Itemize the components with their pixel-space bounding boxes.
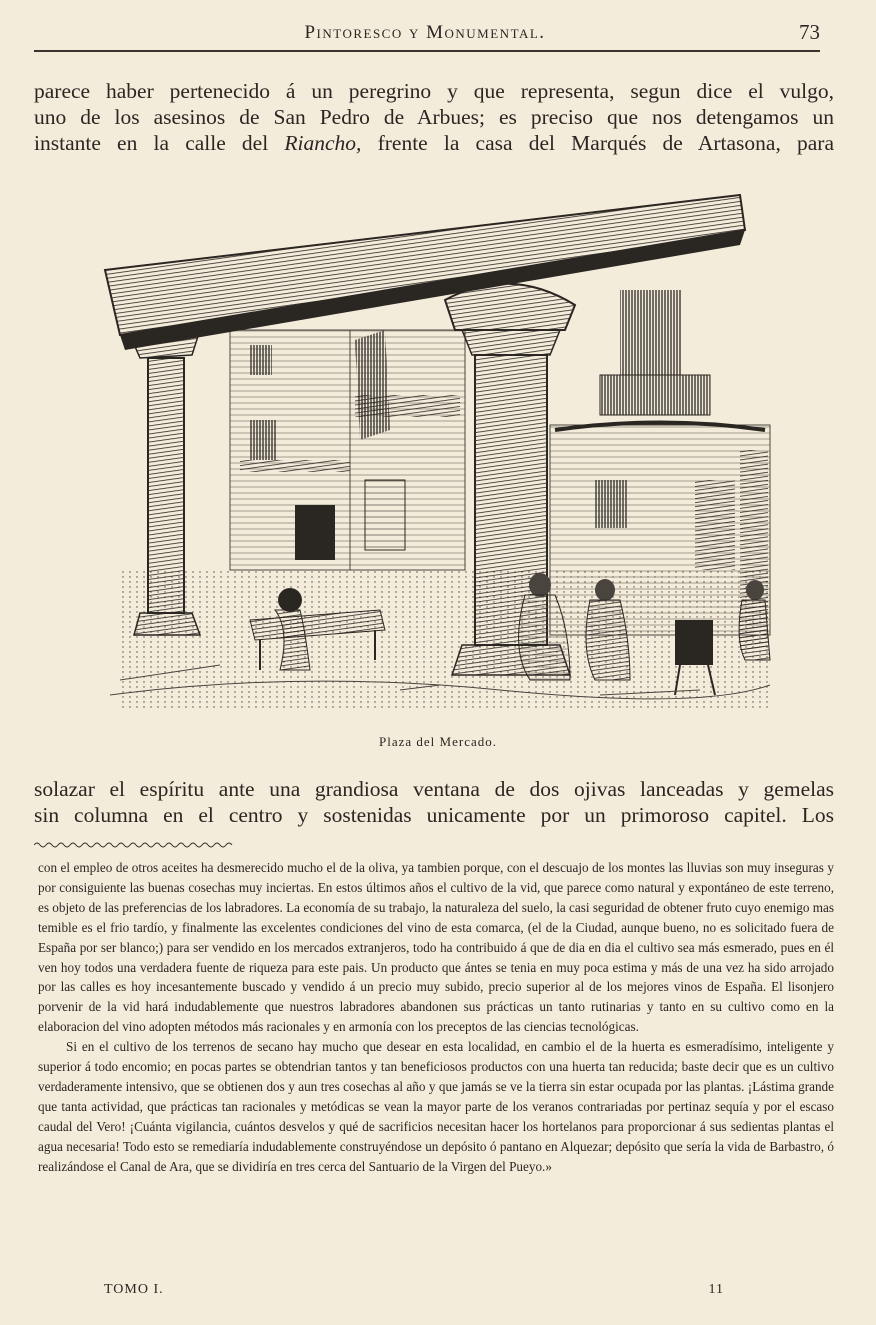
basket <box>675 620 713 665</box>
stone-column-left <box>148 358 184 613</box>
footnote-separator <box>34 840 234 850</box>
text-line: sin columna en el centro y sostenidas unicamente por un primoroso capitel. Los <box>34 803 834 827</box>
volume-mark: TOMO I. <box>104 1282 164 1297</box>
top-paragraph <box>34 78 834 156</box>
header-rule <box>34 50 820 52</box>
engraving-illustration <box>100 190 780 730</box>
text-line: solazar el espíritu ante una grandiosa ventana de dos ojivas lanceadas y gemelas <box>34 777 834 801</box>
text-fragment: instante en la calle del <box>34 131 285 155</box>
footnote-paragraph: Si en el cultivo de los terrenos de secano hay mucho que desear en esta localidad, en cambio el de la huerta es esmeradísimo, inteligente y superior á todo encomio; en pocas partes se obtendrian tantos y tan beneficiosos productos con una huerta tan reducida; baste decir que es un cultivo verdaderamente intensivo, que se obtienen dos y aun tres cosechas al año y que jamás se ve la tierra sin estar ocupada por las plantas. ¡Lástima grande que tanta actividad, que prácticas tan racionales y metódicas se vean la mayor parte de los veranos contrariadas por pertinaz sequía y por el escaso caudal del Vero! ¡Cuánta vigilancia, cuántos desvelos y qué de sacrificios necesitan hacer los hortelanos para proporcionar á sus sedientas plantas el agua necesaria! Todo esto se remediaría indudablemente construyéndose un depósito ó pantano en Alquezar; depósito que sería la vida de Barbastro, ó realizándose el Canal de Ara, que se dividiría en tres cerca del Santuario de la Virgen del Pueyo.» <box>38 1039 834 1174</box>
street-name: Riancho, <box>284 131 362 155</box>
footnote <box>38 858 834 1177</box>
running-head <box>30 14 820 48</box>
vendor-figure <box>278 588 302 612</box>
text-fragment: frente la casa del Marqués de Artasona, para <box>361 131 834 155</box>
middle-paragraph <box>34 776 834 828</box>
engraving-plaza-del-mercado <box>100 190 780 730</box>
text-line <box>34 130 834 156</box>
text-line: uno de los asesinos de San Pedro de Arbues; es preciso que nos detengamos un <box>34 105 834 129</box>
signature-line <box>104 1282 724 1298</box>
page-number: 73 <box>799 20 820 44</box>
window-shutter <box>620 290 682 375</box>
footnote-paragraph: con el empleo de otros aceites ha desmerecido mucho el de la oliva, ya tambien porque, con el descuajo de los montes las lluvias son muy inseguras y por consiguiente las buenas cosechas muy inciertas. En estos últimos años el cultivo de la vid, que parece como natural y expontáneo de este terreno, es objeto de las preferencias de los labradores. La economía de su trabajo, la naturaleza del suelo, la casi seguridad de obtener fruto cuyo enemigo mas temible es el frio tardío, y finalmente las excelentes condiciones del vino de esta comarca, (el de la Ciudad, aunque bueno, no es solicitado fuera de España por ser blanco;) para ser vendido en los mercados extranjeros, todo ha contribuido á que de dia en dia el cultivo sea más esmerado, pues en él ven hoy todos una verdadera fuente de riqueza para este pais. Un producto que ántes se tenia en muy poca estima y más de una vez ha sido arrojado por las calles es hoy incesantemente buscado y vendido á un precio muy subido, precio superior al de los mejores vinos de España. El lisonjero porvenir de la vid hará indudablemente que nuestros labradores abandonen sus prácticas un tanto rutinarias y tanto en su cultivo como en la elaboracion del vino adopten métodos más racionales y en armonía con los preceptos de las ciencias tecnológicas. <box>38 860 834 1035</box>
building-right <box>550 425 770 635</box>
figure-caption: Plaza del Mercado. <box>379 734 497 749</box>
text-line: parece haber pertenecido á un peregrino y que representa, segun dice el vulgo, <box>34 79 834 103</box>
running-title: Pintoresco y Monumental. <box>304 22 546 43</box>
sheet-signature: 11 <box>708 1282 724 1297</box>
